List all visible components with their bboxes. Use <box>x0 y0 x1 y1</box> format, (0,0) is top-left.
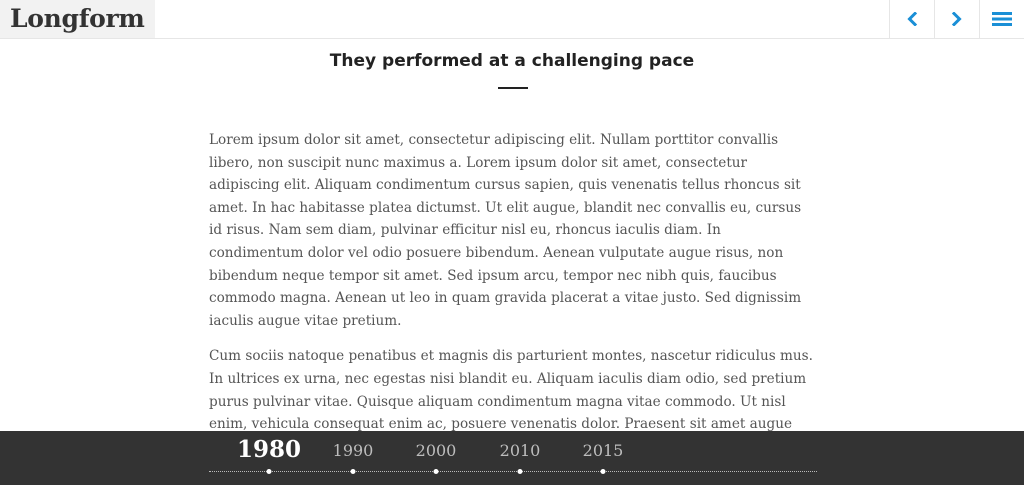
timeline-dot-2015[interactable] <box>601 469 606 474</box>
article-paragraph-2: Cum sociis natoque penatibus et magnis dis parturient montes, nascetur ridiculus mus. In ultrices ex urna, nec egestas nisi blandit eu. Aliquam iaculis diam odio, sed pretium purus pulvinar vitae. Quisque aliquam condimentum magna vitae commodo. Ut nisl enim, vehicula consequat enim ac, posuere venenatis dolor. Praesent sit amet augue <box>209 348 813 431</box>
site-logo[interactable]: Longform <box>0 0 155 38</box>
timeline-dot-1990[interactable] <box>351 469 356 474</box>
article-body <box>209 129 817 431</box>
timeline-year-1990[interactable]: 1990 <box>332 441 374 460</box>
next-button[interactable] <box>934 0 979 38</box>
hamburger-menu-icon <box>992 11 1012 27</box>
previous-button[interactable] <box>889 0 934 38</box>
header-nav <box>889 0 1024 38</box>
article-paragraph-1: Lorem ipsum dolor sit amet, consectetur adipiscing elit. Nullam porttitor convallis libero, non suscipit nunc maximus a. Lorem ipsum dolor sit amet, consectetur adipiscing elit. Aliquam condimentum cursus sapien, quis venenatis tellus rhoncus sit amet. In hac habitasse platea dictumst. Ut elit augue, blandit nec convallis eu, cursus id risus. Nam sem diam, pulvinar efficitur nisl eu, rhoncus iaculis diam. In condimentum dolor vel odio posuere bibendum. Aenean vulputate augue risus, non bibendum neque tempor sit amet. Sed ipsum arcu, tempor nec nibh quis, faucibus commodo magna. Aenean ut leo in quam gravida placerat a vitae justo. Sed dignissim iaculis augue vitae pretium. <box>209 132 802 329</box>
timeline-dot-2000[interactable] <box>434 469 439 474</box>
chevron-left-icon <box>906 12 918 26</box>
timeline-year-2015[interactable]: 2015 <box>582 441 624 460</box>
menu-button[interactable] <box>979 0 1024 38</box>
top-bar <box>0 0 1024 39</box>
article-section <box>0 39 1024 431</box>
chevron-right-icon <box>951 12 963 26</box>
timeline-year-2010[interactable]: 2010 <box>499 441 541 460</box>
timeline-year-1980[interactable]: 1980 <box>236 436 302 463</box>
article-title: They performed at a challenging pace <box>329 51 695 71</box>
timeline-track <box>209 471 817 472</box>
title-divider <box>498 87 528 89</box>
timeline-dot-2010[interactable] <box>518 469 523 474</box>
timeline-bar <box>0 431 1024 485</box>
timeline-dot-1980[interactable] <box>267 469 272 474</box>
timeline-year-2000[interactable]: 2000 <box>415 441 457 460</box>
